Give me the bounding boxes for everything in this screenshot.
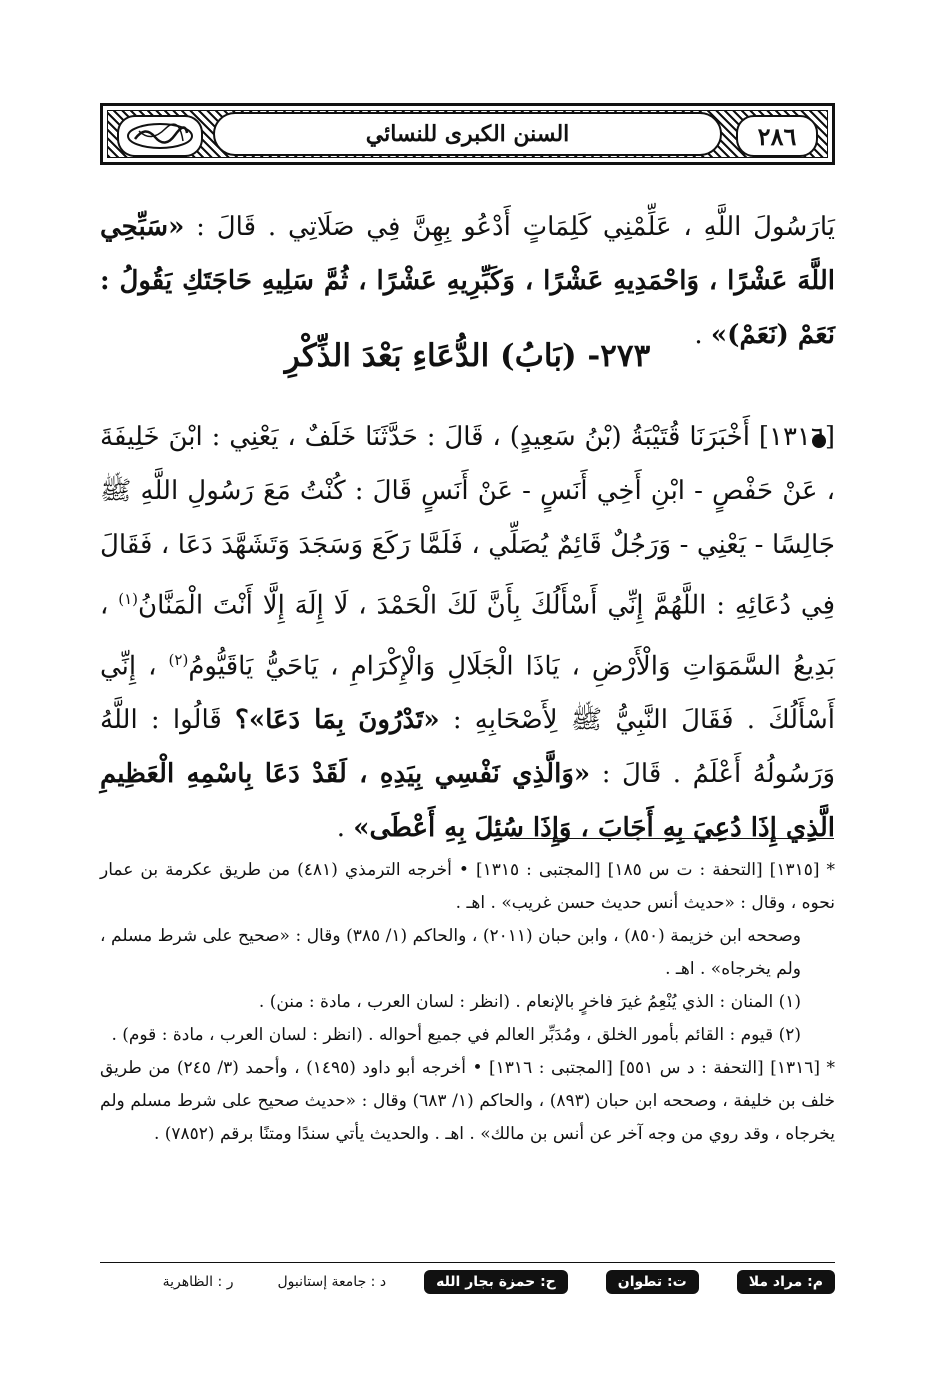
footer-separator <box>100 1262 835 1263</box>
hadith-text: [١٣١٦] أَخْبَرَنَا قُتَيْبَةُ (بْنُ سَعِيدٍ) ، قَالَ : حَدَّثَنَا خَلَفٌ ، يَعْنِي : ابْنَ خَلِيفَةَ ، عَنْ حَفْصٍ - ابْنِ أَخِي أَنَسٍ - عَنْ أَنَسٍ قَالَ : كُنْتُ مَعَ رَسُولِ اللَّهِ ﷺ جَالِسًا - يَعْنِي - وَرَجُلٌ قَائِمٌ يُصَلِّي ، فَلَمَّا رَكَعَ وَسَجَدَ وَتَشَهَّدَ دَعَا ، فَقَالَ فِي دُعَائِهِ : اللَّهُمَّ إِنِّي أَسْأَلُكَ بِأَنَّ لَكَ الْحَمْدَ ، لَا إِلَهَ إِلَّا أَنْتَ الْمَنَّانُ <box>100 422 835 621</box>
note-1315: * [١٣١٥] [التحفة : ت س ١٨٥] [المجتبى : ١٣١٥] • أخرجه الترمذي (٤٨١) من طريق عكرمة بن عمار نحوه ، وقال : «حديث أنس حديث حسن غريب» . اهـ . <box>100 860 835 913</box>
publisher-logo <box>117 115 203 157</box>
footnotes-section <box>100 854 835 1151</box>
notes-separator <box>510 838 834 839</box>
hadith-text-3: ، إِنِّي أَسْأَلُكَ . فَقَالَ النَّبِيُّ ﷺ لِأَصْحَابِهِ : <box>100 651 835 736</box>
page-number: ٢٨٦ <box>736 115 818 157</box>
legend-m: م: مراد ملا <box>737 1270 835 1294</box>
footnote-ref-1: (١) <box>118 590 139 608</box>
prophet-quote: «سَبِّحِي اللَّهَ عَشْرًا ، وَاحْمَدِيهِ عَشْرًا ، وَكَبِّرِيهِ عَشْرًا ، ثُمَّ سَلِيهِ حَاجَتَكِ يَقُولُ : نَعَمْ (نَعَمْ)» <box>100 212 835 350</box>
footnote-ref-2: (٢) <box>168 650 189 669</box>
footnote-2: (٢) قيوم : القائم بأمور الخلق ، ومُدَبِّر العالم في جميع أحواله . (انظر : لسان العرب ، مادة : قوم) . <box>111 1025 801 1045</box>
hadith-paragraph <box>100 410 835 855</box>
footnote-1: (١) المنان : الذي يُنْعِمُ غيرَ فاخرٍ بالإنعام . (انظر : لسان العرب ، مادة : منن) . <box>258 992 801 1012</box>
note-1316: * [١٣١٦] [التحفة : د س ٥٥١] [المجتبى : ١٣١٦] • أخرجه أبو داود (١٤٩٥) ، وأحمد (٣/ ٢٤٥) من طريق خلف بن خليفة ، وصححه ابن حبان (٨٩٣) ، والحاكم (١/ ٦٨٣) وقال : «حديث صحيح على شرط مسلم ولم يخرجاه ، وقد روي من وجه آخر عن أنس بن مالك» . اهـ . والحديث يأتي سندًا ومتنًا برقم (٧٨٥٢) . <box>100 1058 835 1144</box>
note-1315-cont: وصححه ابن خزيمة (٨٥٠) ، وابن حبان (٢٠١١) ، والحاكم (١/ ٣٨٥) وقال : «صحيح على شرط مسلم ، ولم يخرجاه» . اهـ . <box>100 926 801 979</box>
hadith-end: . <box>336 813 354 844</box>
top-paragraph-text: يَارَسُولَ اللَّهِ ، عَلِّمْنِي كَلِمَاتٍ أَدْعُو بِهِنَّ فِي صَلَاتِي . قَالَ : <box>184 212 835 242</box>
page-header <box>100 103 835 165</box>
prophet-question: «تَدْرُونَ بِمَا دَعَا»؟ <box>235 705 440 736</box>
legend-d: د : جامعة إستانبول <box>277 1274 387 1290</box>
chapter-heading: ٢٧٣- (بَابُ) الدُّعَاءِ بَعْدَ الذِّكْرِ <box>284 338 651 374</box>
legend-r: ر : الظاهرية <box>162 1274 234 1290</box>
manuscript-legend <box>100 1266 835 1298</box>
prophet-answer: «وَالَّذِي نَفْسِي بِيَدِهِ ، لَقَدْ دَعَا بِاسْمِهِ الْعَظِيمِ الَّذِي إِذَا دُعِيَ بِهِ أَجَابَ ، وَإِذَا سُئِلَ بِهِ أَعْطَى» <box>100 759 835 844</box>
top-paragraph-end: . <box>694 320 711 350</box>
legend-t: ت: تطوان <box>606 1270 699 1294</box>
logo-emblem-icon <box>125 121 195 151</box>
hadith-text-2: ، بَدِيعُ السَّمَوَاتِ وَالْأَرْضِ ، يَاذَا الْجَلَالِ وَالْإِكْرَامِ ، يَاحَيُّ يَاقَيُّومُ <box>100 590 835 682</box>
book-title: السنن الكبرى للنسائي <box>213 112 722 156</box>
legend-h: ح: حمزة بجار الله <box>424 1270 568 1294</box>
hadith-text-4: قَالُوا : اللَّهُ وَرَسُولُهُ أَعْلَمُ . قَالَ : <box>100 705 835 790</box>
